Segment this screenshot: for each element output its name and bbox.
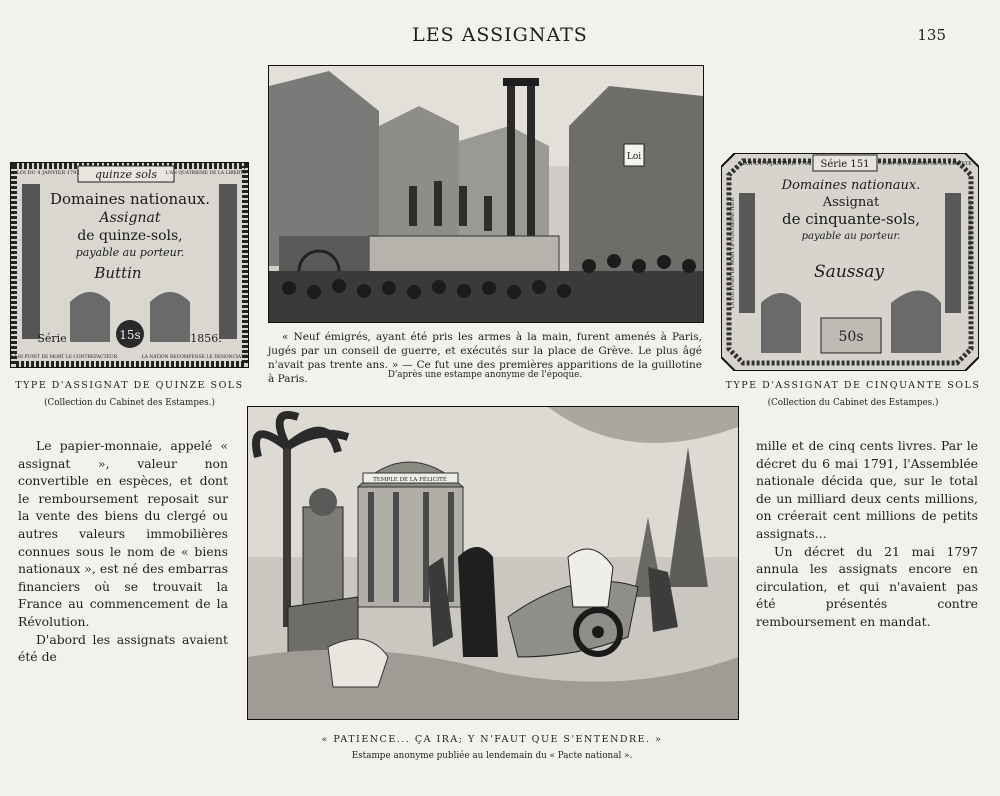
patience-caption-source: Estampe anonyme publiée au lendemain du « Pacte national ». xyxy=(351,751,633,761)
assignat-15-caption-source: (Collection du Cabinet des Estampes.) xyxy=(44,398,215,408)
assignat-15-title: Domaines nationaux. xyxy=(50,190,210,208)
temple-inscription: TEMPLE DE LA FÉLICITÉ xyxy=(373,477,447,483)
assignat-15-signature: Buttin xyxy=(94,264,142,282)
patience-caption-title: « PATIENCE... ÇA IRA; Y N'FAUT QUE S'ENTENDRE. » xyxy=(321,734,663,745)
right-paragraph-1: mille et de cinq cents livres. Par le décret du 6 mai 1791, l'Assemblée nationale décida que, sur le total de un milliard deux cents millions, on créerait cent millions de petits assignats... xyxy=(756,438,978,541)
assignat-50-sols-image xyxy=(721,153,979,371)
guillotine-caption-text: « Neuf émigrés, ayant été pris les armes à la main, furent amenés à Paris, jugés par un conseil de guerre, et exécutés sur la place de Grève. Le plus âgé n'avait pas trente ans. » — Ce fut une des premières apparitions de la guillotine à Paris. xyxy=(268,331,702,385)
assignat-15-sols-image xyxy=(10,162,249,368)
assignat-15-number: 1856. xyxy=(190,332,222,345)
assignat-15-value: de quinze-sols, xyxy=(77,228,183,244)
assignat-15-word: Assignat xyxy=(99,210,161,226)
assignat-15-bottom-left: LA LOI PUNIT DE MORT LE CONTREFACTEUR xyxy=(10,355,118,360)
assignat-50-seal: 50s xyxy=(838,329,864,345)
assignat-50-value: de cinquante-sols, xyxy=(782,210,920,228)
assignat-15-caption-title: TYPE D'ASSIGNAT DE QUINZE SOLS xyxy=(15,380,244,391)
guillotine-caption-source: D'après une estampe anonyme de l'époque. xyxy=(387,370,583,380)
assignat-15-corner-right: L'AN QUATRIEME DE LA LIBERTE xyxy=(165,171,247,176)
assignat-50-word: Assignat xyxy=(822,195,880,210)
right-paragraph-2: Un décret du 21 mai 1797 annula les assignats encore en circulation, et qui n'avaient pas été présentés contre remboursement en mandat. xyxy=(756,543,978,629)
running-head-title: LES ASSIGNATS xyxy=(412,24,588,46)
assignat-50-title: Domaines nationaux. xyxy=(781,178,921,193)
left-text-column xyxy=(18,437,228,666)
assignat-15-payable: payable au porteur. xyxy=(75,246,185,259)
left-paragraph-2: D'abord les assignats avaient été de xyxy=(18,631,228,665)
assignat-50-payable: payable au porteur. xyxy=(801,231,901,242)
assignat-50-series: Série 151 xyxy=(820,159,870,170)
assignat-50-corner-right: L'AN QUATRIEME DE LA LIBERTE xyxy=(882,161,972,167)
assignat-15-corner-mid: quinze sols xyxy=(95,168,157,181)
guillotine-sign-text: Loi xyxy=(626,152,642,162)
assignat-50-side-right: LA NATION RECOMPENSE LE DENONCIATEUR xyxy=(966,196,971,310)
assignat-15-corner-left: LOI DU 4 JANVIER 1792 xyxy=(16,170,80,176)
page-number: 135 xyxy=(917,26,946,44)
assignat-50-caption-source: (Collection du Cabinet des Estampes.) xyxy=(767,398,939,408)
assignat-50-signature: Saussay xyxy=(814,262,884,282)
assignat-50-corner-left: LOI DU 4 JANVIER 1792 xyxy=(742,161,812,167)
assignat-15-bottom-right: LA NATION RECOMPENSE LE DENONCIATEUR xyxy=(141,355,249,360)
patience-ca-ira-engraving-image xyxy=(247,406,739,720)
assignat-15-series-label: Série xyxy=(37,332,67,345)
assignat-50-side-left: LA LOI PUNIT DE MORT LE CONTREFACTEUR xyxy=(731,197,736,309)
left-paragraph-1: Le papier-monnaie, appelé « assignat », valeur non convertible en espèces, et dont le remboursement reposait sur la vente des biens du clergé ou autres valeurs immobilières connues sous le nom de « biens nationaux », est né des embarras financiers où se trouvait la France au commencement de la Révolution. xyxy=(18,438,228,629)
right-text-column xyxy=(756,437,978,631)
guillotine-engraving-image xyxy=(268,65,704,323)
assignat-15-seal: 15s xyxy=(119,328,141,342)
assignat-50-caption-title: TYPE D'ASSIGNAT DE CINQUANTE SOLS xyxy=(725,380,981,391)
